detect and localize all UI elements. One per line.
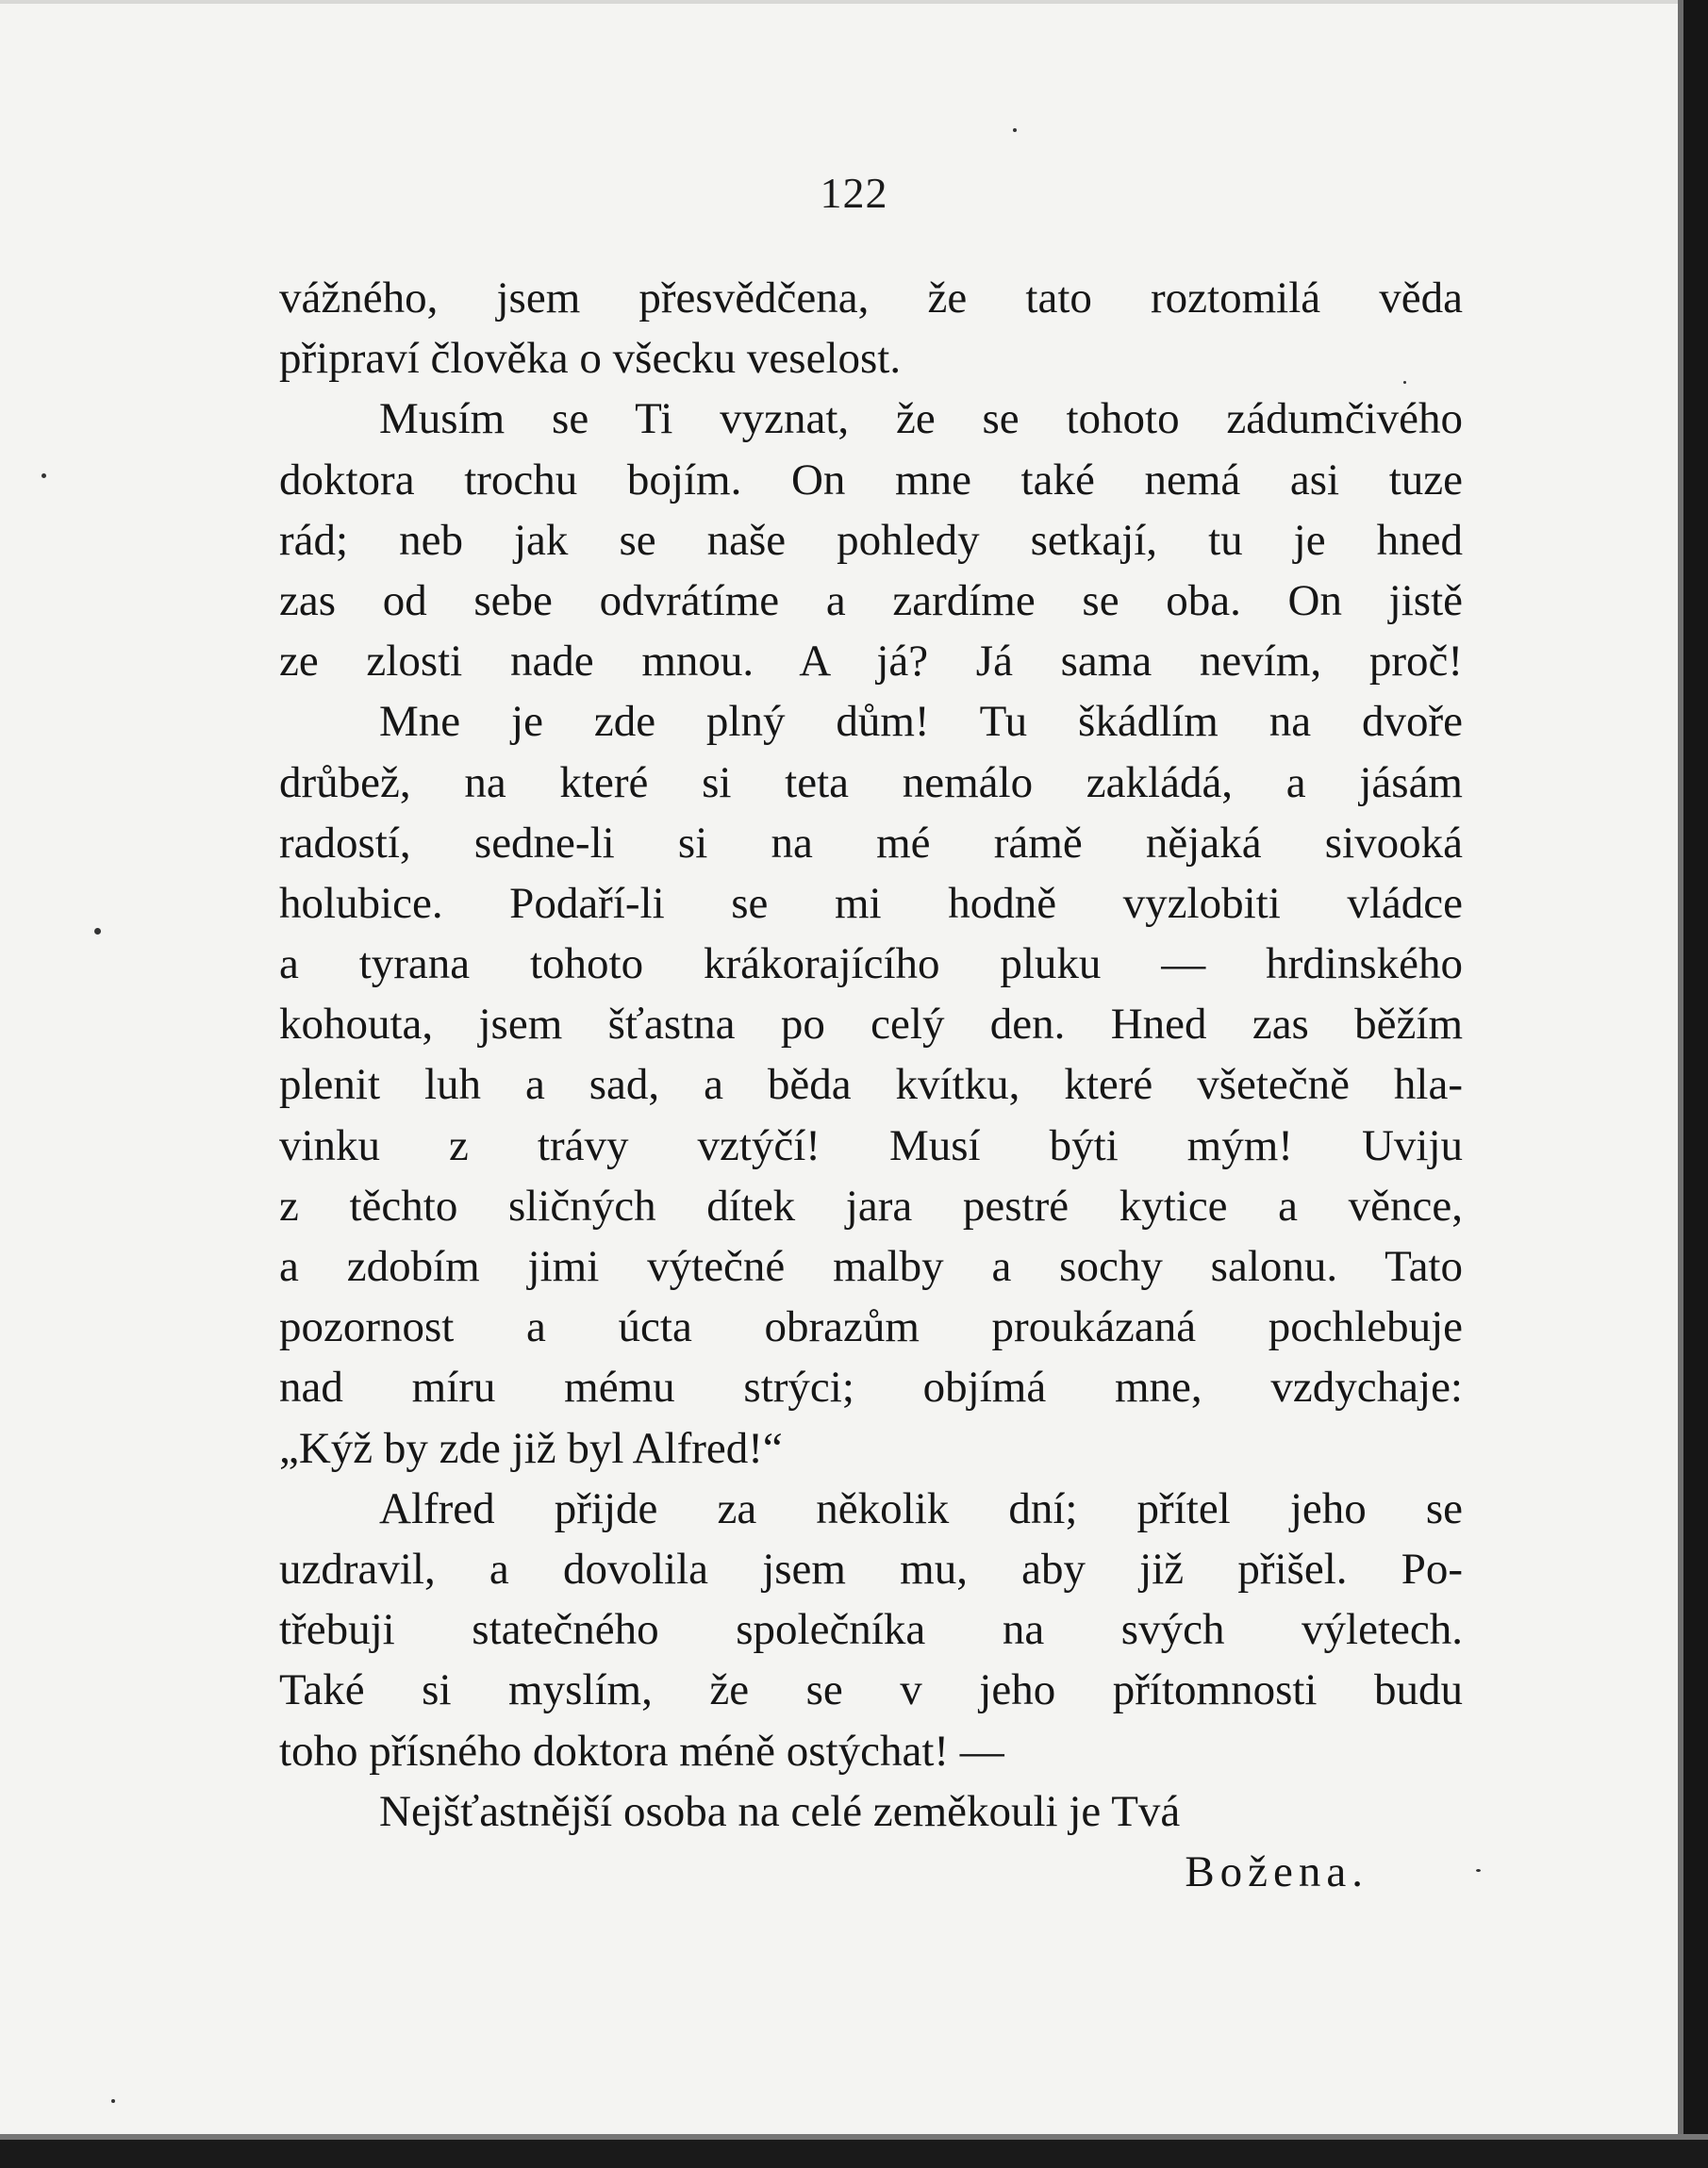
text-line: rád; neb jak se naše pohledy setkají, tu je hned	[279, 515, 1463, 565]
scan-speck	[41, 473, 46, 478]
text-line: vážného, jsem přesvědčena, že tato roztomilá věda	[279, 273, 1463, 323]
text-line: „Kýž by zde již byl Alfred!“	[279, 1423, 783, 1473]
text-line: Mne je zde plný dům! Tu škádlím na dvoře	[379, 697, 1463, 747]
text-line: holubice. Podaří-li se mi hodně vyzlobiti vládce	[279, 878, 1463, 928]
text-line: nad míru mému strýci; objímá mne, vzdychaje:	[279, 1363, 1463, 1413]
scan-edge-top	[0, 0, 1708, 4]
body-text	[279, 268, 1463, 1902]
scan-speck	[94, 928, 101, 935]
text-line: a zdobím jimi výtečné malby a sochy salonu. Tato	[279, 1242, 1463, 1291]
scan-speck	[1476, 1869, 1481, 1872]
page-number: 122	[820, 169, 888, 217]
text-line: třebuji statečného společníka na svých výletech.	[279, 1605, 1463, 1655]
text-line: radostí, sedne-li si na mé rámě nějaká sivooká	[279, 818, 1463, 868]
text-line: plenit luh a sad, a běda kvítku, které všetečně hla-	[279, 1060, 1463, 1110]
text-line: uzdravil, a dovolila jsem mu, aby již přišel. Po-	[279, 1544, 1463, 1594]
text-line: kohouta, jsem šťastna po celý den. Hned zas běžím	[279, 1000, 1463, 1050]
text-line: Také si myslím, že se v jeho přítomnosti budu	[279, 1665, 1463, 1715]
scan-speck	[1013, 128, 1017, 132]
text-line: drůbež, na které si teta nemálo zakládá, a jásám	[279, 757, 1463, 807]
text-line: Alfred přijde za několik dní; přítel jeho se	[379, 1483, 1463, 1533]
text-line: vinku z trávy vztýčí! Musí býti mým! Uviju	[279, 1120, 1463, 1170]
text-line: Nejšťastnější osoba na celé zeměkouli je Tvá	[379, 1786, 1181, 1836]
text-line: zas od sebe odvrátíme a zardíme se oba. On jistě	[279, 575, 1463, 625]
text-line: připraví člověka o všecku veselost.	[279, 334, 902, 384]
signature: Božena.	[1185, 1846, 1368, 1896]
text-line: a tyrana tohoto krákorajícího pluku — hrdinského	[279, 939, 1463, 989]
text-line: toho přísného doktora méně ostýchat! —	[279, 1726, 1004, 1776]
text-line: ze zlosti nade mnou. A já? Já sama nevím, proč!	[279, 637, 1463, 687]
scan-speck	[111, 2099, 115, 2103]
text-line: Musím se Ti vyznat, že se tohoto zádumčivého	[379, 394, 1463, 444]
text-line: pozornost a úcta obrazům proukázaná pochlebuje	[279, 1302, 1463, 1352]
scan-edge-bottom	[0, 2140, 1708, 2168]
text-line: z těchto sličných dítek jara pestré kytice a věnce,	[279, 1181, 1463, 1231]
scan-edge-right	[1683, 0, 1708, 2168]
text-line: doktora trochu bojím. On mne také nemá asi tuze	[279, 455, 1463, 505]
